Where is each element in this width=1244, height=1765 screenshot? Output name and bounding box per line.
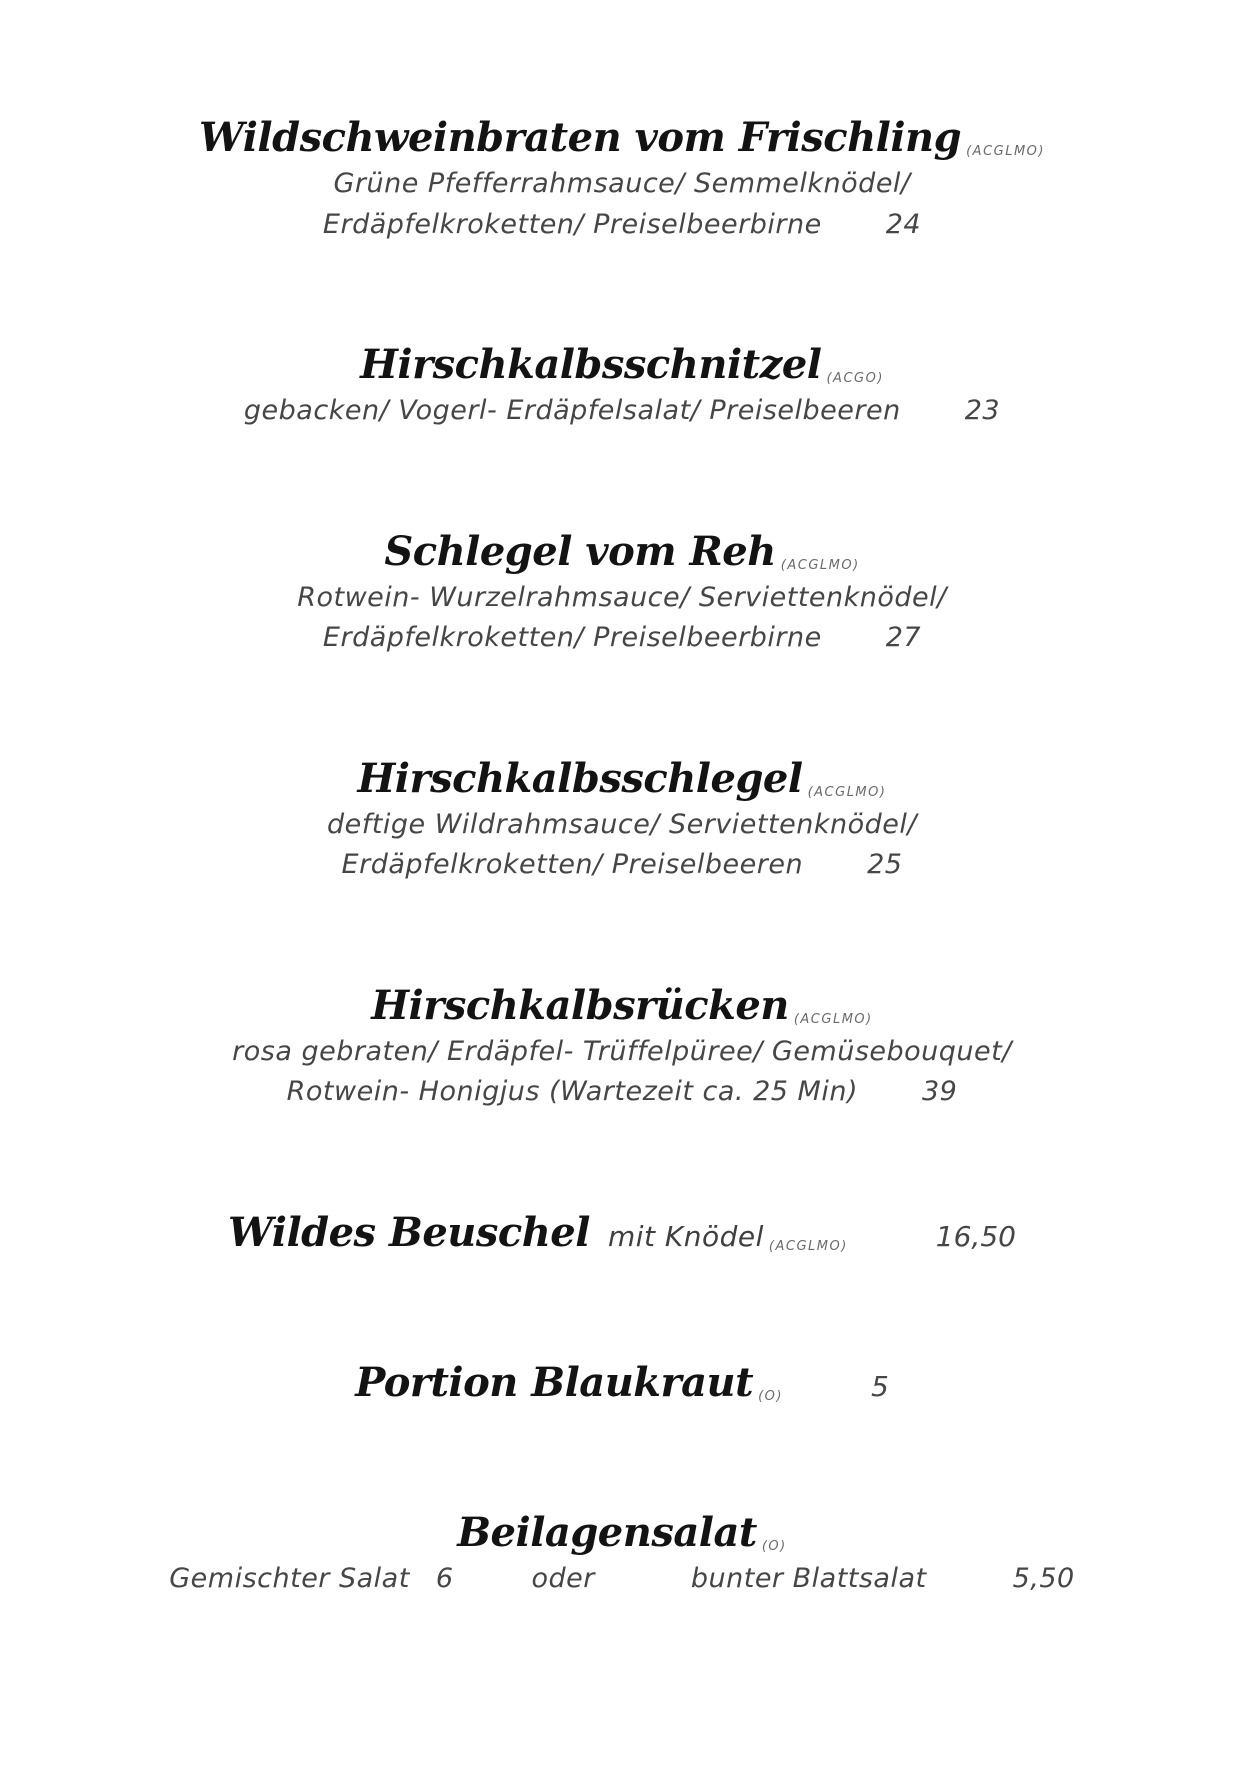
dish-price: 16,50 [935, 1219, 1016, 1253]
allergen-code: (ACGLMO) [768, 1238, 848, 1254]
dish-title-line [0, 1357, 1244, 1409]
dish-title: Hirschkalbsschlegel [357, 754, 803, 802]
salad-option-1: Gemischter Salat [169, 1562, 410, 1594]
menu-item-beilagensalat [0, 1507, 1244, 1600]
allergen-code: (ACGO) [826, 371, 884, 386]
dish-title: Hirschkalbsschnitzel [360, 341, 822, 388]
dish-price: 23 [964, 395, 1001, 426]
menu-item-hirschkalbsruecken [0, 980, 1244, 1113]
dish-price: 39 [921, 1076, 958, 1107]
dish-price: 24 [885, 208, 922, 240]
dish-description-line: Grüne Pfefferrahmsauce/ Semmelknödel/ [333, 168, 911, 199]
dish-description-text: Erdäpfelkroketten/ Preiselbeerbirne [322, 208, 822, 240]
dish-description-line [0, 618, 1244, 659]
menu-item-wildschweinbraten [0, 112, 1244, 245]
allergen-code: (ACGLMO) [966, 144, 1045, 159]
dish-description-line: rosa gebraten/ Erdäpfel- Trüffelpüree/ Gemüsebouquet/ [232, 1035, 1012, 1067]
allergen-code: (ACGLMO) [807, 784, 887, 800]
dish-price: 5 [870, 1369, 889, 1403]
menu-item-portion-blaukraut [0, 1357, 1244, 1409]
dish-description-text: Erdäpfelkroketten/ Preiselbeerbirne [322, 622, 822, 653]
allergen-code: (ACGLMO) [793, 1011, 873, 1027]
dish-title: Portion Blaukraut [355, 1358, 754, 1406]
salad-option-1-price: 6 [435, 1562, 454, 1594]
dish-title: Schlegel vom Reh [384, 527, 776, 575]
dish-description-text: Rotwein- Honigjus (Wartezeit ca. 25 Min) [286, 1076, 858, 1107]
salad-option-2: bunter Blattsalat [690, 1562, 927, 1594]
allergen-code: (ACGLMO) [780, 557, 860, 573]
dish-description-line: Rotwein- Wurzelrahmsauce/ Serviettenknödel/ [297, 581, 947, 613]
menu-item-wildes-beuschel [0, 1207, 1244, 1259]
dish-title-line [0, 980, 1244, 1032]
dish-title-line [0, 753, 1244, 805]
dish-description-text: gebacken/ Vogerl- Erdäpfelsalat/ Preiselbeeren [243, 395, 901, 426]
menu-item-hirschkalbsschlegel [0, 753, 1244, 886]
dish-title-line [0, 526, 1244, 578]
allergen-code: (O) [758, 1388, 783, 1404]
dish-title: Wildes Beuschel [228, 1208, 590, 1256]
salad-option-2-price: 5,50 [1012, 1562, 1075, 1594]
dish-title: Hirschkalbsrücken [371, 981, 789, 1029]
dish-description-text: Erdäpfelkroketten/ Preiselbeeren [341, 849, 804, 880]
dish-description-line [0, 1072, 1244, 1113]
salad-options-line [0, 1559, 1244, 1600]
dish-description-line: deftige Wildrahmsauce/ Serviettenknödel/ [327, 808, 917, 840]
dish-title: Wildschweinbraten vom Frischling [198, 114, 962, 161]
menu-item-hirschkalbsschnitzel [0, 339, 1244, 432]
dish-description-line [0, 205, 1244, 246]
dish-title-line [0, 112, 1244, 164]
dish-title-line [0, 1507, 1244, 1559]
allergen-code: (O) [761, 1538, 787, 1554]
menu-item-schlegel-vom-reh [0, 526, 1244, 659]
dish-subtitle: mit Knödel [607, 1219, 764, 1253]
conjunction-text: oder [531, 1562, 595, 1594]
dish-title-line [0, 339, 1244, 391]
dish-title: Beilagensalat [457, 1508, 757, 1556]
dish-price: 25 [867, 849, 903, 880]
dish-title-line [0, 1207, 1244, 1259]
dish-description-line [0, 391, 1244, 432]
dish-description-line [0, 845, 1244, 886]
dish-price: 27 [885, 622, 922, 653]
